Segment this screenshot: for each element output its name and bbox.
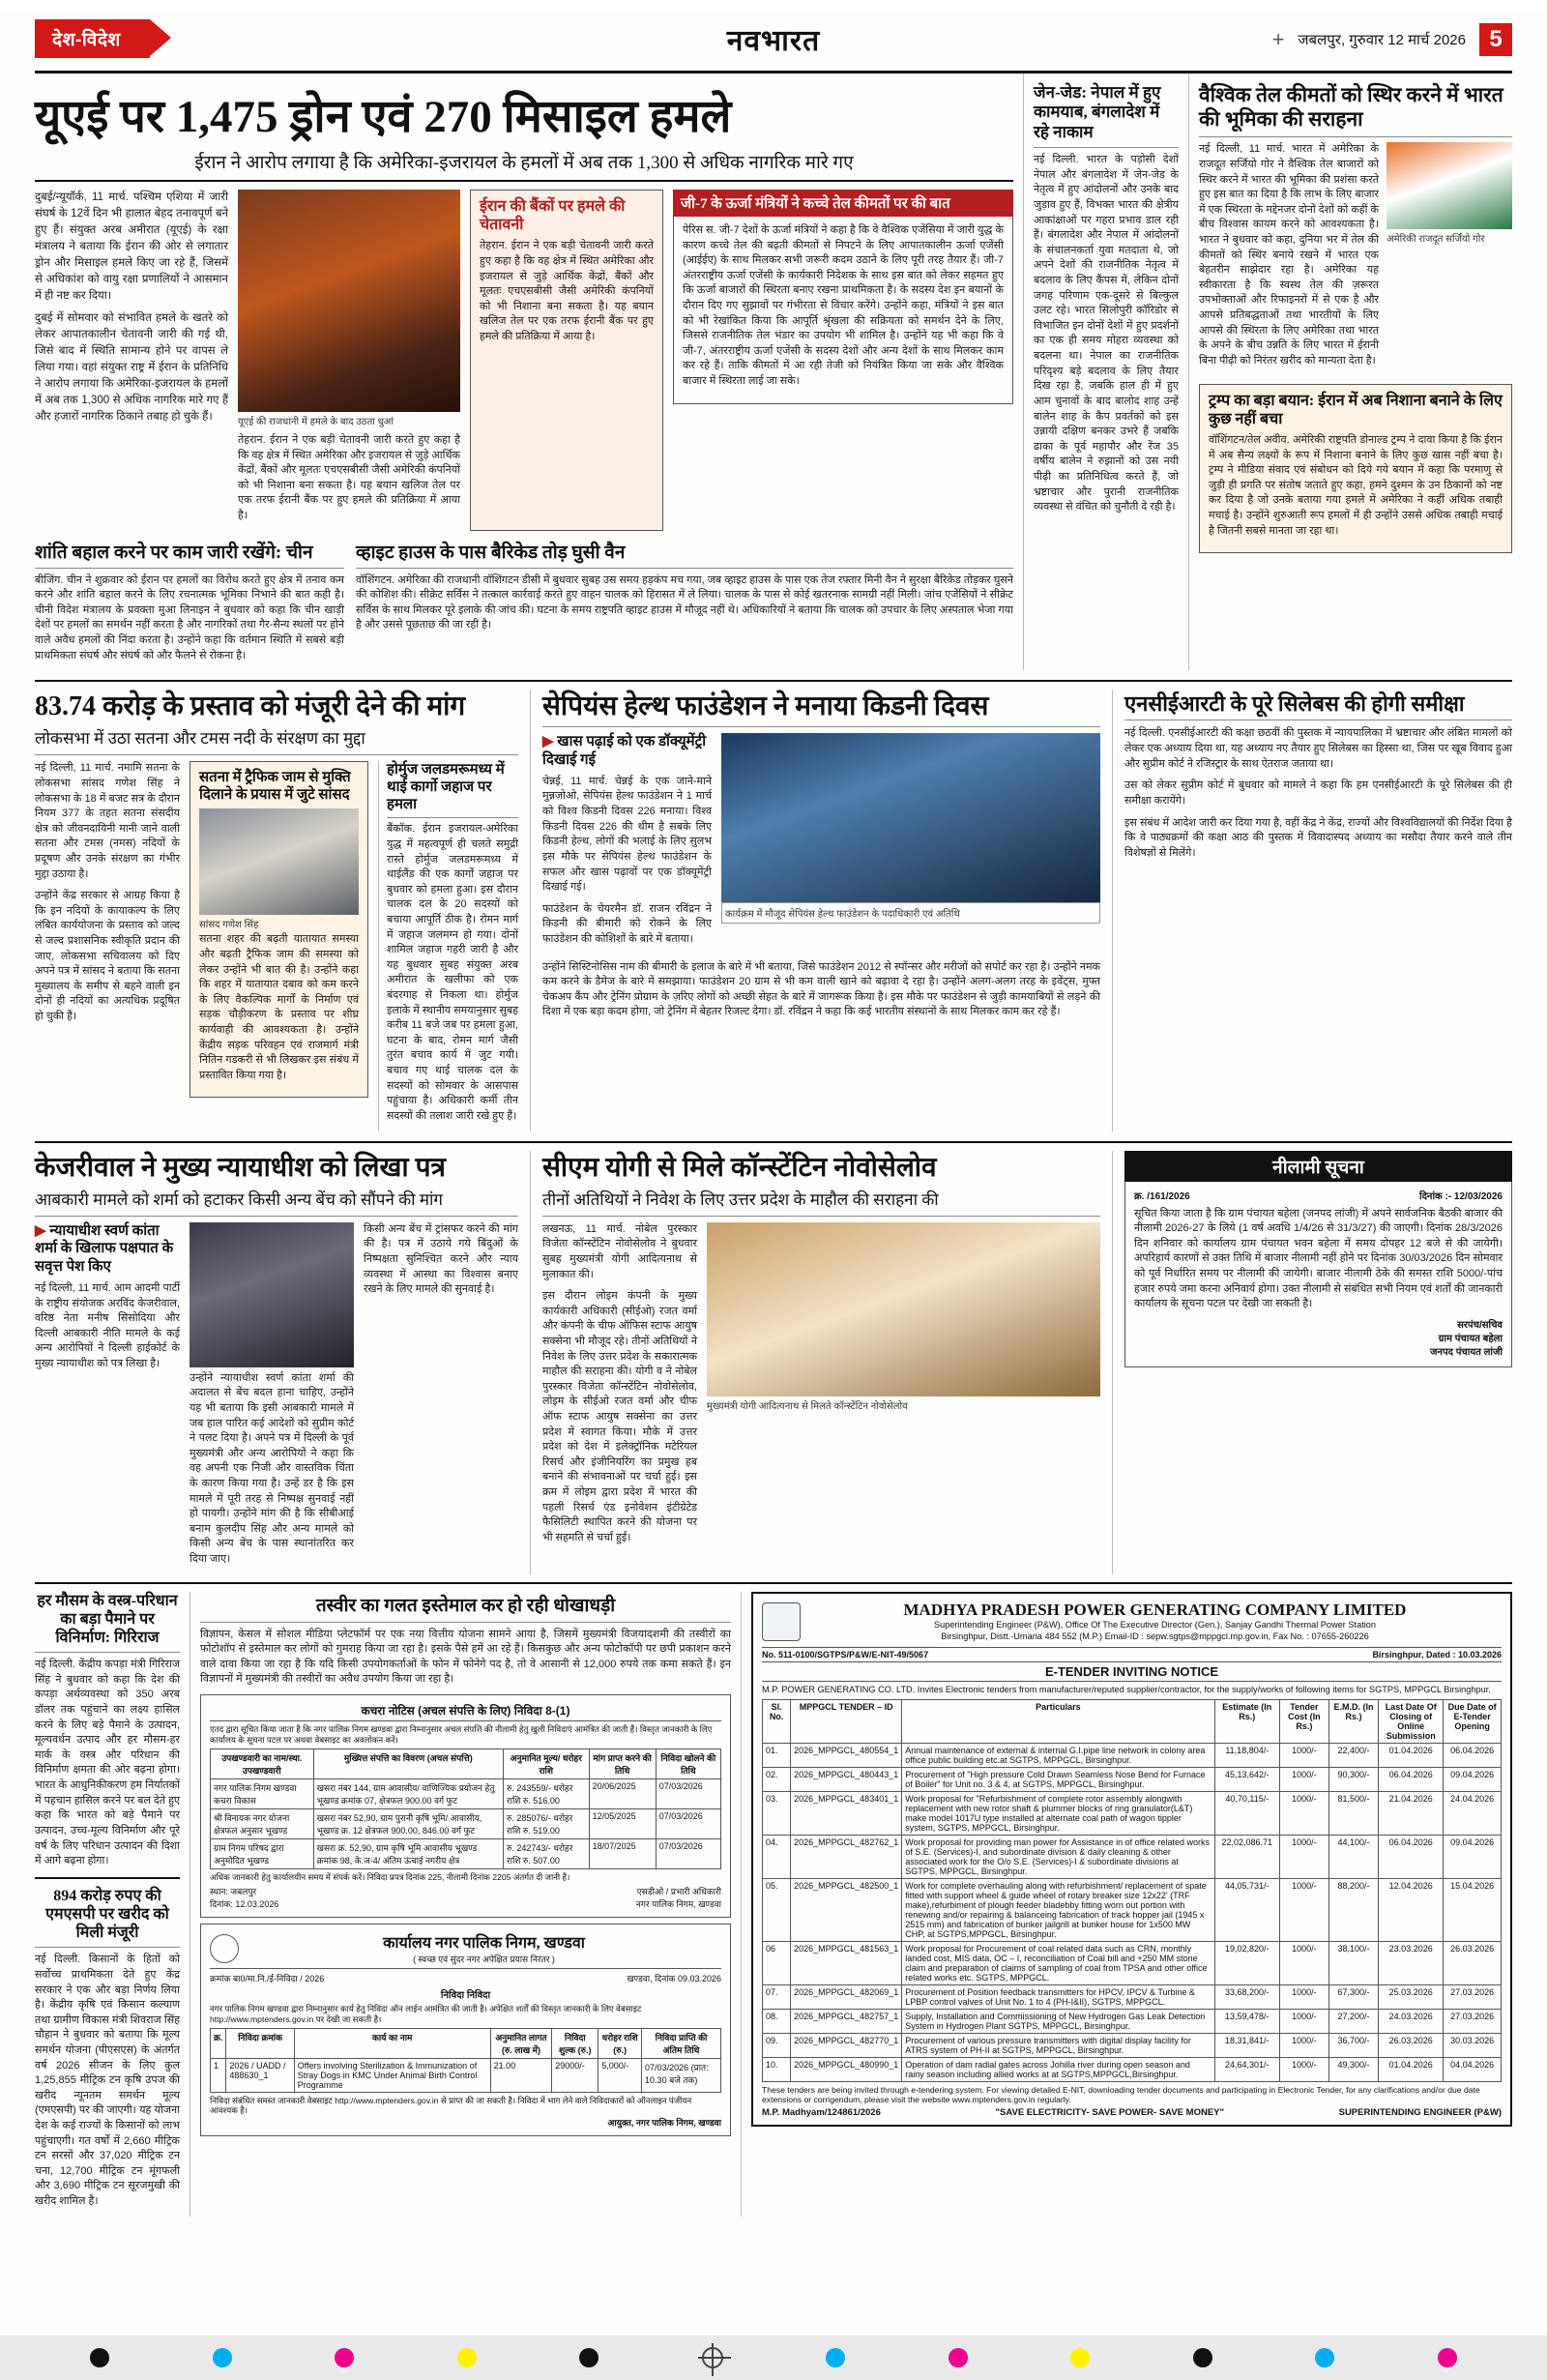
table-row (763, 2009, 1502, 2033)
np-th-4: निविदा शुल्क (रु.) (552, 2028, 598, 2058)
tender-cell-3: 22,02,086.71 (1214, 1835, 1279, 1878)
box-china (35, 541, 344, 671)
lead-photo (238, 190, 460, 412)
np-r0-c3: 21.00 (490, 2058, 552, 2092)
kachra-notice-note: एतद द्वारा सूचित किया जाता है कि नगर पालिक निगम खण्डवा द्वारा निम्नानुसार अचल संपत्ति की नीलामी हेतु खुली निविदाएं आमंत्रित की जाती हैं। विस्तृत जानकारी के लिए कार्यालय के सूचना पटल पर अथवा वेबसाइट का अवलोकन करें। (210, 1724, 713, 1745)
tender-cell-1: 2026_MPPGCL_482762_1 (791, 1835, 902, 1878)
print-registration-bar (0, 2336, 1547, 2380)
kachra-r1-c0: श्री विनायक नगर योजना क्षेत्रफल अनुसार भूखण्ड (211, 1808, 314, 1838)
tender-th-3: Estimate (In Rs.) (1214, 1699, 1279, 1743)
tender-cell-4: 1000/- (1279, 2009, 1328, 2033)
auction-notice (1112, 1151, 1512, 1574)
kachra-notice (200, 1694, 731, 1918)
notices-column (190, 1592, 731, 2217)
box-g7 (673, 190, 1013, 531)
box-g7-text: पेरिस स. जी-7 देशों के ऊर्जा मंत्रियों ने कहा है कि वे वैश्विक एजेंसिया में जारी युद्ध के कारण कच्चे तेल की बढ़ती कीमतों से निपटने के लिए आपातकालीन ऊर्जा एजेंसी (आईईए) के साथ मिलकर सभी जरूरी कदम उठाने के लिए पूरी तरह तैयार हैं। जी-7 अंतरराष्ट्रीय ऊर्जा एजेंसी के कार्यकारी निदेशक के साथ इस बात को लेकर सहमत हुए कि ऊर्जा बाजारों की स्थिरता बनाए रखना प्राथमिकता है। के सदस्य देश इन बयानों के दौरान दिए गए सुझावों पर गंभीरता से विचार करेंगे। उन्होंने कहा, मंत्रियों ने इस बात को भी रेखांकित किया कि आपूर्ति श्रृंखला की सक्रियता को समर्थन देने के लिए, जिससे राजनीतिक तेल भंडार का उपयोग भी शामिल है। उन्होंने यह भी कहा कि वे जी-7, अंतरराष्ट्रीय ऊर्जा एजेंसी के सदस्य देशों और अन्य देशों के साथ मिलकर काम कर रहे हैं। ताकि कीमतों में आ रही तेजी को नियंत्रित किया जा सके और वैश्विक बाजार में स्थिरता लाई जा सके। (683, 224, 1004, 388)
tender-cell-7: 06.04.2026 (1444, 1743, 1502, 1767)
story-83crore-p1: नई दिल्ली, 11 मार्च. नमामि सतना के लोकसभा सांसद गणेश सिंह ने लोकसभा के 18 में बजट सत्र के दौरान नियम 377 के तहत सतना संसदीय क्षेत्र को जीवनदायिनी मानी जाने वाली सतना और टमस (नमस) नदियों के प्रदूषण और उनके संरक्षण का गंभीर मुद्दा उठाया है। (35, 762, 180, 880)
tender-notice (741, 1592, 1512, 2217)
tender-cell-3: 19,02,820/- (1214, 1941, 1279, 1984)
mp-ganesh-singh-photo (199, 808, 359, 915)
tender-cell-5: 22,400/- (1328, 1743, 1378, 1767)
story-cmyogi (530, 1151, 1100, 1574)
reg-dot (90, 2348, 109, 2367)
box-oil-india-title: वैश्विक तेल कीमतों को स्थिर करने में भारत की भूमिका की सराहना (1198, 83, 1503, 132)
box-hormuz (378, 761, 518, 1131)
np-th-2: कार्य का नाम (294, 2028, 490, 2058)
table-row (211, 1778, 721, 1808)
tender-cell-2: Procurement of "High pressure Cold Drawn Seamless Nose Bend for Furnace of Boiler" for Unit no. 3 & 4, at SGTPS, MPPGCL, Birsinghpur. (902, 1767, 1214, 1791)
box-trump-text: वॉशिंगटन/तेल अवीव. अमेरिकी राष्ट्रपति डोनाल्ड ट्रम्प ने दावा किया है कि ईरान में अब सैन्य लक्ष्यों के रूप में निशाना बनाने के लिए कुछ खास नहीं बचा है। ट्रम्प ने मीडिया संवाद एवं संबोधन को दिये गये बयान में कहा कि परमाणु से जुड़ी ही प्रगति पर संतोष जताते हुए कहा, हमने दुश्मन के उन ठिकानों को नष्ट कर दिया है जो उनके बताया गया हमले में अमेरिका ने कहीं अधिक तबाही मचाई है। उन्होंने शुरुआती रूप हमलों में ही उन्होंने उससे अधिक तबाही मचाई है जितनी सबसे मानता जा रहा था। (1208, 433, 1503, 537)
box-china-text: बीजिंग. चीन ने शुक्रवार को ईरान पर हमलों का विरोध करते हुए क्षेत्र में तनाव कम करने और शांति बहाल करने के लिए रचनात्मक भूमिका निभाने की बात कही है। चीनी विदेश मंत्रालय के प्रवक्ता मुआ लिनाइन ने बुधवार को कहा कि चीन खाड़ी देशों पर हमलों का समर्थन नहीं करता है और नागरिकों तथा गैर-सैन्य स्थलों पर होने वाले अवैध हमलों की निंदा करता है। उन्होंने कहा कि वर्तमान स्थिति में सबसे बड़ी प्राथमिकता संघर्ष और संघर्ष को और फैलने से रोकना है। (35, 573, 344, 661)
kachra-th-3: मांग प्राप्त करने की तिथि (589, 1748, 656, 1778)
tender-cell-6: 01.04.2026 (1379, 1743, 1444, 1767)
kachra-place: स्थान: जबलपुर (210, 1887, 257, 1897)
tender-cell-0: 10. (763, 2057, 791, 2081)
kachra-r1-c2: रु. 285076/- धरोहर राशि रु. 519.00 (503, 1808, 589, 1838)
kachra-th-4: निविदा खोलने की तिथि (656, 1748, 720, 1778)
story-83crore-sub: लोकसभा में उठा सतना और टमस नदी के संरक्षण का मुद्दा (35, 729, 365, 749)
kachra-r0-c4: 07/03/2026 (656, 1778, 720, 1808)
np-th-0: क्र. (211, 2028, 226, 2058)
tender-cell-6: 21.04.2026 (1379, 1791, 1444, 1835)
cmyogi-photo (707, 1222, 1100, 1396)
tender-cell-6: 12.04.2026 (1379, 1878, 1444, 1941)
lead-photo-side-text: तेहरान. ईरान ने एक बड़ी चेतावनी जारी करते हुए कहा है कि वह क्षेत्र में स्थित अमेरिका और इजरायल से जुड़े आर्थिक केंद्रों, बैंकों और मूलतः एचएसबीसी जैसी अमेरिकी कंपनियों को भी निशाना बना सकता है। यह बयान खलिज तेल पर एक तरफ ईरानी बैंक पर हुए हमले की प्रतिक्रिया में आया है। (238, 434, 460, 522)
tender-cell-5: 81,500/- (1328, 1791, 1378, 1835)
masthead-right (1272, 23, 1512, 56)
tender-cell-0: 09. (763, 2033, 791, 2057)
tender-cell-4: 1000/- (1279, 1984, 1328, 2009)
kachra-r0-c3: 20/06/2025 (589, 1778, 656, 1808)
tender-cell-7: 09.04.2026 (1444, 1835, 1502, 1878)
tender-line-2: Birsinghpur, Distt.-Umaria 484 552 (M.P.) Email-ID : sepw.sgtps@mppgcl.mp.gov.in, Fax No. : 07655-260226 (941, 1631, 1369, 1641)
tender-cell-7: 09.04.2026 (1444, 1767, 1502, 1791)
tender-cell-4: 1000/- (1279, 1878, 1328, 1941)
nagar-palik-subtitle: ( स्वच्छ एवं सुंदर नगर अपेक्षित प्रयास निरंतर ) (413, 1954, 555, 1965)
kachra-th-0: उपखण्डवारी का नाम/स्था. उपखण्डवारी (211, 1748, 314, 1778)
newspaper-page (0, 14, 1547, 2380)
arrow-icon: ▶ (35, 1222, 46, 1239)
box-zenzed-title: जेन-जेड: नेपाल में हुए कामयाब, बंगलादेश में रहे नाकाम (1033, 83, 1161, 141)
story-83crore (35, 690, 518, 1131)
municipal-emblem-icon (210, 1934, 239, 1963)
tender-cell-5: 27,200/- (1328, 2009, 1378, 2033)
tender-cell-7: 27.03.2026 (1444, 2009, 1502, 2033)
lead-subhead: ईरान ने आरोप लगाया है कि अमेरिका-इजरायल के हमलों में अब तक 1,300 से अधिक नागरिक मारे गए (194, 153, 854, 173)
kachra-r1-c4: 07/03/2026 (656, 1808, 720, 1838)
tender-intro: M.P. POWER GENERATING CO. LTD. Invites Electronic tenders from manufacturer/reputed supplier/contractor, for the supply/works of following items for SGTPS, MPPGCL Birsinghpur. (762, 1684, 1491, 1694)
tender-line-3: No. 511-0100/SGTPS/P&W/E-NIT-49/5067 (762, 1649, 929, 1660)
tender-cell-2: Supply, Installation and Commissioning of New Hydrogen Gas Leak Detection System in Hydrogen Plant SGTPS, MPPGCL, Birsinghpur. (902, 2009, 1214, 2033)
story-cmyogi-p1: लखनऊ, 11 मार्च. नोबेल पुरस्कार विजेता कॉन्स्टेंटिन नोवोसेलोव ने बुधवार सुबह मुख्यमंत्री योगी आदित्यनाथ से मुलाकात की। (542, 1222, 697, 1280)
box-zenzed-text: नई दिल्ली. भारत के पड़ोसी देशों नेपाल और बंगलादेश में जेन-जेड के नेतृत्व में हुए आंदोलनों और उनके बाद जुड़ाव हुए हैं, विभक्त भारत की क्षेत्रीय आकांक्षाओं पर गहरा प्रभाव डाल रही हैं। बंगलादेश और नेपाल में आंदोलनों के संचालनकर्ता युवा मतदाता थे, जो अपने देशों की राजनीतिक नेतृत्व में बदलाव के लिए कैंपस में, लेकिन दोनों जगह परिणाम एक-दूसरे से बिल्कुल उलट रहे। भारत सिलोपुरी कॉरिडोर से विभाजित इन दोनों देशों में हुए प्रदर्शनों का एक ही समय मोहरा व्यवस्था को बदलना था। नेपाल का राजनीतिक परिदृश्य बड़े बदलाव के लिए तैयार दिख रहा है, जबकि हाल ही में हुए आम चुनावों के बाद बालोद शाह उन्हें बालेन शाह के कैप प्रवर्तकों को इस उन्नायी दक्षिण बनकर उभरे हैं जबकि ढाका के पूर्व महापौर और रेंज 35 वर्षीय बालेन ने रुझानों को उस नयी पीढ़ी का प्रतिनिधित्व करते हैं, जो भ्रष्टाचार और पुरानी राजनीतिक व्यवस्था से वंचित को चुनौती दे रही है। (1033, 154, 1179, 514)
us-ambassador-photo (1386, 142, 1512, 229)
tender-cell-3: 33,68,200/- (1214, 1984, 1279, 2009)
tender-cell-0: 04. (763, 1835, 791, 1878)
story-ncert-p3: इस संबंध में आदेश जारी कर दिया गया है, वहीं केंद्र ने केंद्र, राज्यों और विश्वविद्यालयों की निर्देश दिया है कि वे पाठ्यक्रमों की कक्षा आठ की पुस्तक में विवादास्पद अध्याय का मसौदा तैयार करने वाले तीन विशेषज्ञों से मिलेंगे। (1124, 816, 1512, 859)
nagar-palik-date: खण्डवा, दिनांक 09.03.2026 (627, 1974, 721, 1984)
tender-cell-1: 2026_MPPGCL_482500_1 (791, 1878, 902, 1941)
nagar-palik-table (210, 2028, 721, 2093)
story-cmyogi-p2: इस दौरान लोइम कंपनी के मुख्य कार्यकारी अधिकारी (सीईओ) रजत वर्मा और कंपनी के चीफ ऑफिस स्टाफ आयुष सक्सेना भी मौजूद रहे। तीनों अतिथियों ने निवेश के लिए उत्तर प्रदेश के सकारात्मक माहौल की सराहना की। योगी व ने नोबेल पुरस्कार विजेता कॉन्स्टेंटिन नोवोसेलोव, लोइम के सीईओ रजत वर्मा और चीफ ऑफ स्टाफ आयुष सक्सेना का उत्तर प्रदेश में स्वागत किया। मौके में उत्तर प्रदेश को देश में इलेक्ट्रॉनिक मटेरियल रिसर्च और इंजीनियरिंग का प्रमुख हब बनाने की संभावनाओं पर चर्चा हुई। इस क्रम में लोइम द्वारा प्रदेश में भारत की पहली रिसर्च एंड इनोवेशन इंटीग्रेटेड फैसिलिटी स्थापित करने की योजना पर भी सहमति से चर्चा हुई। (542, 1290, 697, 1543)
table-row (763, 2057, 1502, 2081)
tender-cell-5: 67,300/- (1328, 1984, 1378, 2009)
tender-cell-5: 88,200/- (1328, 1878, 1378, 1941)
tender-th-5: E.M.D. (In Rs.) (1328, 1699, 1378, 1743)
tender-line-4: Birsinghpur, Dated : 10.03.2026 (1372, 1649, 1502, 1660)
np-r0-c0: 1 (211, 2058, 226, 2092)
box-hormuz-text: बैंकॉक. ईरान इजरायल-अमेरिका युद्ध में महत्वपूर्ण ही चलते समुद्री रास्ते होर्मुज जलडमरूमध्य में थाईलैंड की एक कार्गो जहाज पर बुधवार को हमला हुआ। इस दौरान चालक दल के 20 सदस्यों को बचाया आपूर्ति ठीक है। रोमन मार्ग में जहाज जलमग्न हो गया। दोनों शामिल जहाज गहरी जारी है और यह बुधवार सुबह संयुक्त अरब अमीरात के खलीफा को एक बंदरगाह से निकला था। होर्मुज इलाके में स्थानीय समयानुसार सुबह करीब 11 बजे जब पर हमला हुआ, घटना के बाद, रोमन मार्ग जैसी तुरंत बचाव कार्य में जुट गयी। बचाव गए थाई चालक दल के सदस्यों को सोमवार के आसपास पहुंचाया है। अधिकारी कर्मी तीन सदस्यों की तलाश जारी रखे हुए हैं। (387, 823, 518, 1122)
story-ncert-p1: नई दिल्ली. एनसीईआरटी की कक्षा छठवीं की पुस्तक में न्यायपालिका में भ्रष्टाचार और लंबित मामलों को लेकर एक अध्याय दिया था, यह अध्याय नए तैयार हुए सिलेबस का हिस्सा था, जिस पर खूब विवाद हुआ और सुप्रीम कोर्ट ने रजिस्ट्रार के साथ ऐतराज जताया था। (1124, 727, 1512, 770)
kachra-r2-c1: खसरा क्र. 52,90, ग्राम कृषि भूमि आवासीय भूखण्ड क्रमांक 98, के.ज-4/ अंतिम ऊंचाई नगरीय क्षेत्र (313, 1838, 503, 1868)
tender-cell-5: 44,100/- (1328, 1835, 1378, 1878)
tender-cell-7: 27.03.2026 (1444, 1984, 1502, 2009)
kachra-sign-1: एसडीओ / प्रभारी अधिकारी (636, 1887, 721, 1897)
tender-cell-1: 2026_MPPGCL_482757_1 (791, 2009, 902, 2033)
kachra-r0-c1: खसरा नंबर 144, ग्राम आवासीय/ वाणिज्यिक प्रयोजन हेतु भूखण्ड क्रमांक 07, क्षेत्रफल 900.00 वर्ग फुट (313, 1778, 503, 1808)
nagar-palik-ref: क्रमांक बा0/मा.नि./ई-निविदा / 2026 (210, 1974, 325, 1984)
kachra-r2-c3: 18/07/2025 (589, 1838, 656, 1868)
tender-cell-6: 06.04.2026 (1379, 1767, 1444, 1791)
tender-cell-6: 26.03.2026 (1379, 2033, 1444, 2057)
story-kejriwal-p1: नई दिल्ली, 11 मार्च. आम आदमी पार्टी के राष्ट्रीय संयोजक अरविंद केजरीवाल, वरिष्ठ नेता मनीष सिसोदिया और दिल्ली आबकारी नीति मामले के कई अन्य आरोपियों ने दिल्ली हाईकोर्ट के मुख्य न्यायाधीश को पत्र लिखा है। (35, 1281, 180, 1370)
tender-cell-3: 44,05,731/- (1214, 1878, 1279, 1941)
tender-cell-0: 08. (763, 2009, 791, 2033)
story-kejriwal-kicker: ▶ न्यायाधीश स्वर्ण कांता शर्मा के खिलाफ पक्षपात के सवृत्त पेश किए (35, 1222, 174, 1276)
box-satna-traffic (190, 761, 368, 1098)
kachra-notice-footer: अधिक जानकारी हेतु कार्यालयीन समय में संपर्क करें। निविदा प्रपत्र दिनांक 225, नीलामी दिनांक 2205 अंतर्गत दी जानी है। (210, 1871, 570, 1882)
box-satna-traffic-title: सतना में ट्रैफिक जाम से मुक्ति दिलाने के प्रयास में जुटे सांसद (199, 770, 351, 804)
tender-cell-0: 01. (763, 1743, 791, 1767)
kachra-r2-c2: रु. 242743/- धरोहर राशि रु. 507.00 (503, 1838, 589, 1868)
box-oil-india-text: नई दिल्ली, 11 मार्च. भारत में अमेरिका के राजदूत सर्जियो गोर ने वैश्विक तेल बाजारों को स्थिर करने में भारत की भूमिका की प्रशंसा करते हुए इस बात का दिया है कि लाभ के लिए बाजार में एक स्थिरता के मद्देनजर दोनों देशों को कहीं के बीच विश्वास कायम करने को आवश्यकता है। भारत ने बुधवार को कहा, दुनिया भर में तेल की कीमतों को स्थिर बनाये रखने में भारत एक बेहतरीन साझेदार रहा है। अमेरिका यह स्वीकारता है कि स्वस्थ तेल की ज़रूरत उपभोक्ताओं और रिफाइनरों में से एक है और आपसे प्रतिबद्धताओं तथा भारतीयों के लिए आपसे की स्थिरता के लिए अमेरिका तथा भारत के अपने के बीच उन्नति के लिए भारत में ईरानी बिना पीढ़ी को निरंतर खरीद को मान्यता देता है। (1198, 143, 1379, 367)
tender-cell-2: Procurement of various pressure transmitters with digital display facility for ATRS system of PH-II at SGTPS, MPPGCL, Birsinghpur. (902, 2033, 1214, 2057)
tender-cell-2: Work proposal for Procurement of coal related data such as CRN, monthly landed cost, MIS data, OC – I, reconciliation of Coal bill and +250 MM stone claim and preparation of claims of sampling of coal from TPSA and other office related works etc. SGTPS, MPPGCL. (902, 1941, 1214, 1984)
reg-dot (1315, 2348, 1334, 2367)
arrow-icon: ▶ (542, 734, 554, 750)
table-row (211, 1808, 721, 1838)
auction-text: सूचित किया जाता है कि ग्राम पंचायत बहेला (जनपद लांजी) में अपने सार्वजनिक बैठकी बाजार की नीलामी 2026-27 के लिये (1 वर्ष अवधि 1/4/26 से 31/3/27) की जाएगी। दिनांक 28/3/2026 दिन शनिवार को कार्यालय ग्राम पंचायत भवन बहेला में समय दोपहर 12 बजे से की जायेगी। अपरिहार्य कारणों से उक्त तिथि में बाजार नीलामी नहीं होने पर दिनांक 30/03/2026 दिन सोमवार को पूर्व निर्धारित समय पर नीलामी की जायेगी। बाजार नीलामी ठेके की समस्त राशि 5000/-पांच हजार रुपये जमा करना अनिवार्य होगा। उक्त नीलामी से संबंधित सभी नियम एवं शर्तों की जानकारी कार्यालय के सूचना पटल पर देखी जा सकती है। (1134, 1207, 1503, 1310)
lead-text-column (35, 190, 228, 531)
lead-photo-caption: यूएई की राजधानी में हमले के बाद उठता धुआं (238, 417, 394, 427)
np-r0-c6: 07/03/2026 (प्रात: 10.30 बजे तक) (642, 2058, 721, 2092)
kachra-sign-2: नगर पालिक निगम, खण्डवा (635, 1899, 721, 1910)
kachra-r2-c4: 07/03/2026 (656, 1838, 720, 1868)
tender-th-7: Due Date of E-Tender Opening (1444, 1699, 1502, 1743)
reg-dot (949, 2348, 968, 2367)
us-ambassador-caption: अमेरिकी राजदूत सर्जियो गोर (1386, 234, 1485, 246)
tender-company: MADHYA PRADESH POWER GENERATING COMPANY LIMITED (903, 1600, 1407, 1619)
nagar-palik-footer: निविदा संबंधित समस्त जानकारी वेबसाइट http://www.mptenders.gov.in से प्राप्त की जा सकती है। निविदा में भाग लेने वाले निविदाकारों को ऑनलाइन पंजीयन आवश्यक है। (210, 2095, 692, 2116)
nagar-palik-note: नगर पालिक निगम खण्डवा द्वारा निम्नानुसार कार्य हेतु निविदा ऑन लाईन आमंत्रित की जाती है। अपेक्षित शर्तों की विस्तृत जानकारी के लिए वेबसाइट http://www.mptenders.gov.in पर देखी जा सकती है। (210, 2004, 642, 2025)
paper-name: नवभारत (726, 25, 821, 57)
kachra-th-2: अनुमानित मूल्य/ धरोहर राशि (503, 1748, 589, 1778)
tender-cell-2: Work for complete overhauling along with refurbishment/ replacement of spate fitted with support wheel & guide wheel of rotary breaker size 12x22' (TRF make),refurbiment of plough feeder bladebby fitting worn out portion with renewing and/or repairing & balanceing fabrication of track hopper jail (1945 x 2515 mm) and fabrication of bunker jailgrill at bunker house for 1x500 MW CHP, at SGTPS,MPPGCL, Birsinghpur. (902, 1878, 1214, 1941)
tender-sign: SUPERINTENDING ENGINEER (P&W) (1338, 2106, 1502, 2118)
tender-cell-3: 24,64,301/- (1214, 2057, 1279, 2081)
tender-cell-0: 02. (763, 1767, 791, 1791)
kachra-r1-c1: खसरा नंबर 52,90, ग्राम पुरानी कृषि भूमि/ आवासीय, भूखण्ड क्र. 12 क्षेत्रफल 900.00, 846.00 वर्ग फुट (313, 1808, 503, 1838)
tender-cell-7: 26.03.2026 (1444, 1941, 1502, 1984)
tender-table (762, 1699, 1502, 2082)
tender-cell-3: 18,31,841/- (1214, 2033, 1279, 2057)
tender-cell-1: 2026_MPPGCL_480990_1 (791, 2057, 902, 2081)
box-trump-title: ट्रम्प का बड़ा बयान: ईरान में अब निशाना बनाने के लिए कुछ नहीं बचा (1208, 392, 1503, 427)
reg-dot (335, 2348, 354, 2367)
table-row (763, 1984, 1502, 2009)
tender-cell-7: 24.04.2026 (1444, 1791, 1502, 1835)
auction-ref: क्र. /161/2026 (1134, 1190, 1190, 1202)
tender-cell-6: 23.03.2026 (1379, 1941, 1444, 1984)
nagar-palik-sign: आयुक्त, नगर पालिक निगम, खण्डवा (607, 2118, 721, 2129)
section-flag: देश-विदेश (35, 19, 150, 58)
box-trump (1199, 384, 1512, 554)
table-row (763, 2033, 1502, 2057)
tender-cell-2: Annual maintenance of external & internal G.I.pipe line network in colony area office public building etc.at SGTPS, MPPGCL, Birsinghpur. (902, 1743, 1214, 1767)
box-oil-india (1188, 73, 1512, 670)
reg-dot (213, 2348, 232, 2367)
np-th-3: अनुमानित लागत (रु. लाख में) (490, 2028, 552, 2058)
left-bottom-column (35, 1592, 180, 2217)
story-894-headline: 894 करोड़ रुपए की एमएसपी पर खरीद को मिली मंजूरी (45, 1887, 169, 1942)
tender-cell-0: 05. (763, 1878, 791, 1941)
tender-cell-4: 1000/- (1279, 2033, 1328, 2057)
table-row (763, 1941, 1502, 1984)
tender-slogan: "SAVE ELECTRICITY- SAVE POWER- SAVE MONEY" (995, 2106, 1224, 2118)
np-th-5: धरोहर राशि (रु.) (598, 2028, 642, 2058)
np-r0-c2: Offers involving Sterilization & Immunization of Stray Dogs in KMC Under Animal Birth Control Programme (294, 2058, 490, 2092)
story-kidney-p1: चेन्नई, 11 मार्च. चेन्नई के एक जाने-माने मुन्नजोओ, सेपियंस हेल्थ फाउंडेशन ने 1 मार्च को विश्व किडनी दिवस 226 मनाया। विश्व किडनी दिवस 226 की थीम है सबके लिए किडनी हेल्थ, लोगों की भलाई के लिए सुलभ इस मौके पर सेपियंस हेल्थ फाउंडेशन के सफल और खास पढ़ावों पर एक डॉक्यूमेंट्री दिखाई गई। (542, 775, 712, 894)
story-ncert-p2: उस को लेकर सुप्रीम कोर्ट में बुधवार को मामले ने कहा कि हम एनसीईआरटी के पूरे सिलेबस की ही समीक्षा करायेंगे। (1124, 779, 1512, 807)
table-row (763, 1835, 1502, 1878)
story-kidney-p2: फाउंडेशन के चेयरमैन डॉ. राजन रविंद्रन ने किडनी की बीमारी को रोकने के लिए फाउंडेशन की कोशिशों के बारे में बताया। (542, 902, 712, 945)
reg-dot (826, 2348, 845, 2367)
story-83crore-headline: 83.74 करोड़ के प्रस्ताव को मंजूरी देने की मांग (35, 691, 466, 722)
tender-cell-3: 45,13,642/- (1214, 1767, 1279, 1791)
tender-cell-3: 40,70,115/- (1214, 1791, 1279, 1835)
box-zenzed (1034, 73, 1179, 670)
tender-th-4: Tender Cost (In Rs.) (1279, 1699, 1328, 1743)
kachra-notice-title: कचरा नोटिस (अचल संपत्ति के लिए) निविदा 8-(1) (210, 1702, 721, 1721)
story-kidney-kicker: ▶ खास पढ़ाई को एक डॉक्यूमेंट्री दिखाई गई (542, 734, 707, 769)
np-r0-c4: 29000/- (552, 2058, 598, 2092)
tender-cell-1: 2026_MPPGCL_481563_1 (791, 1941, 902, 1984)
story-weather-p1: नई दिल्ली. केंद्रीय कपड़ा मंत्री गिरिराज सिंह ने बुधवार को कहा कि देश की कपड़ा अर्थव्यवस्था को 350 अरब डॉलर तक पहुंचाने का लक्ष्य हासिल करने के लिए बड़े पैमाने के उत्पादन, मूल्यवर्धन उत्पाद और हर मौसम-हर मार्क के वस्त्र और परिधान की विनिर्माण क्षमता की ओर बढ़ना होगा। भारत के आधुनिकीकरण हम निर्यातकों में पहचान हासिल करने पर बल देते हुए कहा कि भारत को बड़े पैमाने पर उत्पादन, उच्च-मूल्य विनिर्माण और पूरे वर्ष के लिए परिधान उत्पादन की दिशा में आगे बढ़ना होगा। (35, 1659, 181, 1867)
box-hormuz-title: होर्मुज जलडमरूमध्य में थाई कार्गो जहाज पर हमला (387, 762, 505, 813)
tender-footer-2: M.P. Madhyam/124861/2026 (762, 2106, 881, 2118)
page-number: 5 (1479, 23, 1512, 56)
story-kejriwal (35, 1151, 518, 1574)
lead-para-2: दुबई में सोमवार को संभावित हमले के खतरे को लेकर आपातकालीन चेतावनी जारी की गई थी, जिसे बाद में स्थिति सामान्य होने पर वापस ले लिया गया। वहां संयुक्त राष्ट्र में ईरान के प्रतिनिधि ने आरोप लगाया कि अमेरिका-इजरायल के हमलों में अब तक 1,300 से अधिक नागरिक मारे गए हैं और हजारों नागरिक ठिकाने तबाह हो चुके हैं। (35, 311, 228, 423)
nagar-palik-notice (200, 1924, 731, 2136)
edition-date: जबलपुर, गुरुवार 12 मार्च 2026 (1298, 32, 1466, 48)
reg-dot (1070, 2348, 1090, 2367)
table-row (211, 2058, 721, 2092)
kachra-notice-table (210, 1748, 721, 1869)
table-row (763, 1878, 1502, 1941)
box-whitehouse-text: वॉशिंगटन. अमेरिका की राजधानी वॉशिंगटन डीसी में बुधवार सुबह उस समय हड़कंप मच गया, जब व्हाइट हाउस के पास एक तेज रफ्तार मिनी वैन ने सुरक्षा बैरिकेड तोड़कर घुसने की कोशिश की। सीक्रेट सर्विस ने तत्काल कार्रवाई करते हुए वाहन चालक को हिरासत में ले लिया। चालक के पास से कोई खतरनाक सामग्री नहीं मिली। जांच एजेंसियों ने सीक्रेट सर्विस के साथ मिलकर पूरे इलाके की जांच की। घटना के समय राष्ट्रपति व्हाइट हाउस में मौजूद नहीं थे। अधिकारियों ने बताया कि चालक को उपचार के लिए अस्पताल भेजा गया है और उससे पूछताछ की जा रही है। (356, 573, 1013, 632)
tender-notice-title: E-TENDER INVITING NOTICE (762, 1661, 1502, 1682)
lead-headline: यूएई पर 1,475 ड्रोन एवं 270 मिसाइल हमले (35, 92, 732, 142)
tender-th-0: Sl. No. (763, 1699, 791, 1743)
tender-cell-5: 38,100/- (1328, 1941, 1378, 1984)
auction-sign-3: जनपद पंचायत लांजी (1429, 1346, 1503, 1358)
np-r0-c1: 2026 / UADD / 488630_1 (226, 2058, 294, 2092)
tender-cell-1: 2026_MPPGCL_480554_1 (791, 1743, 902, 1767)
tender-cell-1: 2026_MPPGCL_483401_1 (791, 1791, 902, 1835)
kachra-th-1: मुख्यित्त संपत्ति का विवरण (अचल संपत्ति) (313, 1748, 503, 1778)
kejriwal-photo (190, 1222, 354, 1367)
tender-cell-3: 11,18,804/- (1214, 1743, 1279, 1767)
auction-title: नीलामी सूचना (1124, 1151, 1512, 1182)
kachra-r0-c0: नगर पालिक निगम खण्डवा कचरा विकास (211, 1778, 314, 1808)
box-whitehouse-title: व्हाइट हाउस के पास बैरिकेड तोड़ घुसी वैन (356, 542, 626, 563)
tender-cell-2: Procurement of Position feedback transmitters for HPCV, IPCV & Turbine & LPBP control valves of Unit No. 1 to 4 (PH-I&II), SGTPS, MPPGCL. (902, 1984, 1214, 2009)
story-ncert-headline: एनसीईआरटी के पूरे सिलेबस की होगी समीक्षा (1124, 691, 1465, 717)
auction-sign-2: ग्राम पंचायत बहेला (1438, 1333, 1503, 1344)
plus-icon: + (1271, 27, 1285, 51)
story-fraud-headline: तस्वीर का गलत इस्तेमाल कर हो रही धोखाधड़ी (315, 1595, 616, 1616)
tender-cell-4: 1000/- (1279, 1767, 1328, 1791)
auction-sign-1: सरपंच/सचिव (1457, 1319, 1503, 1331)
story-cmyogi-headline: सीएम योगी से मिले कॉन्स्टेंटिन नोवोसेलोव (542, 1152, 937, 1183)
tender-cell-3: 13,59,478/- (1214, 2009, 1279, 2033)
tender-line-1: Superintending Engineer (P&W), Office Of The Executive Director (Gen.), Sanjay Gandhi Thermal Power Station (933, 1619, 1377, 1630)
cmyogi-photo-caption: मुख्यमंत्री योगी आदित्यनाथ से मिलते कॉन्स्टेंटिन नोवोसेलोव (707, 1400, 908, 1412)
kachra-date: दिनांक: 12.03.2026 (210, 1899, 279, 1910)
kidney-photo-caption: कार्यक्रम में मौजूद सेपियंस हेल्थ फाउंडेशन के पदाधिकारी एवं अतिथि (721, 902, 1100, 924)
story-kidney-p3: उन्होंने सिस्टिनोसिस नाम की बीमारी के इलाज के बारे में भी बताया, जिसे फाउंडेशन 2012 से स्पॉन्सर और मरीजों को सपोर्ट कर रहा है। उन्होंने नमक कम करने के डैमेज के बारे में समझाया। फाउंडेशन 20 ग्राम से भी कम वाली खाने को बढ़ावा दे रहा है। उन्होंने अलग-अलग तरह के इवेंट्स, मुफ्त चेकअप कैंप और ट्रेनिंग प्रोग्राम के ज़रिए लोगों को अच्छी सेहत के बारे में जागरूक किया है। इस मौके पर फाउंडेशन से जुड़ी कामयाबियों से लड़ने की दिशा में एक बड़ा कदम होगा, जो ट्रेनिंग में बेहतर रिजल्ट देगा। डॉ. रविंद्रन ने कहा कि कई भारतीय संस्थानों के साथ मिलकर काम कर रहे हैं। (542, 960, 1100, 1018)
nagar-palik-label: निविदा निविदा (440, 1990, 491, 2002)
tender-cell-2: Work proposal for providing man power for Assistance in of office related works of S.E. (Services)-I, and subordinate division & daily cleaning & other associated work for the O/o S.E. (Services)-I & subordinate divisions at SGTPS, MPPGCL, Birsinghpur. (902, 1835, 1214, 1878)
kachra-r0-c2: रु. 243559/- धरोहर राशि रु. 516.00 (503, 1778, 589, 1808)
tender-cell-2: Work proposal for "Refurbishment of complete rotor assembly alongwith replacement with new rotor shaft & plummer blocks of ring granulator(L&T) make model 1017U type installed at alternate coal path of wagon tippler system, SGTPS, MPPGCL, Birsinghpur. (902, 1791, 1214, 1835)
tender-th-6: Last Date Of Closing of Online Submission (1379, 1699, 1444, 1743)
reg-dot (1438, 2348, 1457, 2367)
story-kidney-headline: सेपियंस हेल्थ फाउंडेशन ने मनाया किडनी दिवस (542, 691, 989, 722)
np-th-1: निविदा क्रमांक (226, 2028, 294, 2058)
box-satna-traffic-text: सतना शहर की बढ़ती यातायात समस्या और बढ़ती ट्रैफिक जाम की समस्या को लेकर उन्होंने भी बात की है। उन्होंने कहा कि शहर में यातायात दबाव को कम करने के लिए वैकल्पिक मार्गों के निर्माण एवं सड़क चौड़ीकरण के प्रस्ताव पर शीघ्र कार्यवाही की आवश्यकता है। उन्होंने केंद्रीय सड़क परिवहन एवं राजमार्ग मंत्री नितिन गडकरी से भी लिखकर इस संबंध में प्रस्तावित किया गया है। (199, 933, 359, 1081)
tender-cell-5: 90,300/- (1328, 1767, 1378, 1791)
mp-photo-caption: सांसद गणेश सिंह (199, 920, 259, 931)
masthead (35, 14, 1512, 73)
tender-cell-4: 1000/- (1279, 1941, 1328, 1984)
tender-cell-4: 1000/- (1279, 1743, 1328, 1767)
tender-cell-4: 1000/- (1279, 2057, 1328, 2081)
tender-th-2: Particulars (902, 1699, 1214, 1743)
tender-cell-6: 01.04.2026 (1379, 2057, 1444, 2081)
tender-cell-6: 06.04.2026 (1379, 1835, 1444, 1878)
reg-dot (579, 2348, 598, 2367)
table-row (763, 1743, 1502, 1767)
box-china-title: शांति बहाल करने पर काम जारी रखेंगे: चीन (35, 542, 313, 563)
tender-cell-5: 36,700/- (1328, 2033, 1378, 2057)
tender-cell-4: 1000/- (1279, 1835, 1328, 1878)
tender-th-1: MPPGCL TENDER – ID (791, 1699, 902, 1743)
tender-cell-1: 2026_MPPGCL_482069_1 (791, 1984, 902, 2009)
kidney-event-photo (721, 733, 1100, 902)
story-weather-headline: हर मौसम के वस्त्र-परिधान का बड़ा पैमाने पर विनिर्माण: गिरिराज (37, 1592, 178, 1647)
tender-cell-5: 49,300/- (1328, 2057, 1378, 2081)
tender-cell-0: 06 (763, 1941, 791, 1984)
np-th-6: निविदा प्राप्ति की अंतिम तिथि (642, 2028, 721, 2058)
tender-cell-7: 15.04.2026 (1444, 1878, 1502, 1941)
tender-cell-7: 30.03.2026 (1444, 2033, 1502, 2057)
table-row (763, 1791, 1502, 1835)
reg-dot (457, 2348, 477, 2367)
registration-mark-icon (702, 2347, 723, 2368)
box-iran-bank-text: तेहरान. ईरान ने एक बड़ी चेतावनी जारी करते हुए कहा है कि वह क्षेत्र में स्थित अमेरिका और इजरायल से जुड़े आर्थिक केंद्रों, बैंकों और मूलतः एचएसबीसी जैसी अमेरिकी कंपनियों को भी निशाना बना सकता है। यह बयान खलिज तेल पर एक तरफ ईरानी बैंक पर हुए हमले की प्रतिक्रिया में आया है। (480, 240, 654, 343)
story-ncert (1112, 690, 1512, 1131)
reg-dot (1193, 2348, 1212, 2367)
table-row (763, 1767, 1502, 1791)
box-iran-bank-title: ईरान की बैंकों पर हमले की चेतावनी (480, 198, 626, 234)
story-cmyogi-sub: तीनों अतिथियों ने निवेश के लिए उत्तर प्रदेश के माहौल की सराहना की (542, 1190, 939, 1209)
lead-photo-wrap (238, 190, 460, 531)
tender-cell-6: 25.03.2026 (1379, 1984, 1444, 2009)
tender-cell-2: Operation of dam radial gates across Johilla river during open season and rainy season including allied works at at SGTPS,MPPGCL,Birsinghpur. (902, 2057, 1214, 2081)
kachra-r2-c0: ग्राम निगम परिषद द्वारा अनुमोदित भूखण्ड (211, 1838, 314, 1868)
story-kejriwal-p3: किसी अन्य बेंच में ट्रांसफर करने की मांग की है। पत्र में उठाये गये बिंदुओं के निष्पक्षता सुनिश्चित करने और न्याय व्यवस्था में आस्था का विश्वास बनाए रखने के लिए मामले की सुनवाई है। (364, 1222, 518, 1296)
tender-footer-1: These tenders are being invited through e-tendering system. For viewing detailed E-NIT, downloading tender documents and participating in Electronic Tender, for any clarifications and/or due date extensions or corrigendum, please visit the website www.mptenders.gov.in regularly. (762, 2084, 1480, 2105)
auction-date: दिनांक :- 12/03/2026 (1419, 1190, 1503, 1202)
tender-cell-1: 2026_MPPGCL_482770_1 (791, 2033, 902, 2057)
lead-para-1: दुबई/न्यूयॉर्क, 11 मार्च. पश्चिम एशिया में जारी संघर्ष के 12वें दिन भी हालात बेहद तनावपूर्ण बने हुए हैं। संयुक्त अरब अमीरात (यूएई) के रक्षा मंत्रालय ने बताया कि ईरान की ओर से लगातार ड्रोन और मिसाइल हमले किए जा रहे हैं, जिसमें से अधिकांश को वायु रक्षा प्रणालियों ने आसमान में ही नष्ट कर दिया। (35, 191, 228, 302)
story-kejriwal-sub: आबकारी मामले को शर्मा को हटाकर किसी अन्य बेंच को सौंपने की मांग (35, 1190, 443, 1209)
tender-cell-1: 2026_MPPGCL_480443_1 (791, 1767, 902, 1791)
tender-cell-7: 04.04.2026 (1444, 2057, 1502, 2081)
tender-cell-4: 1000/- (1279, 1791, 1328, 1835)
tender-cell-0: 03. (763, 1791, 791, 1835)
kachra-r1-c3: 12/05/2025 (589, 1808, 656, 1838)
mppgcl-logo-icon (762, 1602, 801, 1641)
table-row (211, 1838, 721, 1868)
box-iran-bank (470, 190, 663, 531)
story-83crore-p2: उन्होंने केंद्र सरकार से आग्रह किया है कि इन नदियों के कायाकल्प के लिए लंबित कार्ययोजना के प्रस्ताव को जल्द से जल्द प्रशासनिक स्वीकृति प्रदान की जाए, लोकसभा सचिवालय को दिए अपने पत्र में सांसद ने बताया कि सतना मुख्यालय के समीप से बहने वाली इन दोनों ही नदियों का अत्यधिक प्रदूषित हो चुकी हैं। (35, 890, 180, 1023)
box-whitehouse (356, 541, 1013, 671)
story-894-p1: नई दिल्ली. किसानों के हितों को सर्वोच्च प्राथमिकता देते हुए केंद्र सरकार ने एक और बड़ा निर्णय लिया है। केंद्रीय कृषि एवं किसान कल्याण तथा ग्रामीण विकास मंत्री शिवराज सिंह चौहान ने बुधवार को बताया कि मूल्य समर्थन योजना (पीएसएस) के अंतर्गत वर्ष 2026 सीजन के लिए कुल 1,25,855 मीट्रिक टन कृषि उपज की खरीद न्यूनतम समर्थन मूल्य (एमएसपी) पर की जाएगी। यह योजना देश के कई राज्यों के किसानों को लाभ पहुंचाएगी। गत वर्षों में 2,660 मीट्रिक टन सरसों और 37,020 मीट्रिक टन चना, 12,700 मीट्रिक टन मूंगफली और 3,690 मीट्रिक टन सूरजमुखी की खरीद शामिल है। (35, 1954, 180, 2208)
story-fraud-text: विज्ञापन, केसल में सोशल मीडिया प्लेटफॉर्म पर एक नया वित्तीय योजना सामने आया है, जिसमें मुख्यमंत्री विजयादशमी की तस्वीरों का फोटोशॉप से इस्तेमाल कर लोगों को गुमराह किया जा रहा है। इसके पैसे हमें आ रहे हैं। किसकुछ और अन्य फोटोकॉपी पर छपी प्रकाशन करने वाले दावा किया जा रहा है कि यदि किसी उपयोगकर्ताओं के फोन में फोनेगे पद है, तो वे आसानी से 12,000 रुपये तक कमा सकते हैं। इन विज्ञापनों में मुख्यमंत्री की तस्वीरों का अवैध उपयोग किया जा रहा है। (200, 1628, 731, 1686)
np-r0-c5: 5,000/- (598, 2058, 642, 2092)
box-g7-banner: जी-7 के ऊर्जा मंत्रियों ने कच्चे तेल कीमतों पर की बात (673, 190, 1013, 217)
nagar-palik-title: कार्यालय नगर पालिक निगम, खण्डवा (383, 1935, 585, 1953)
tender-cell-6: 24.03.2026 (1379, 2009, 1444, 2033)
story-kejriwal-headline: केजरीवाल ने मुख्य न्यायाधीश को लिखा पत्र (35, 1152, 446, 1183)
story-kejriwal-p2: उन्होंने न्यायाधीश स्वर्ण कांता शर्मा की अदालत से बेंच बदल हाना चाहिए, उन्होंने यह भी बताया कि इसी आबकारी मामले में जब हाल पारित कई आदेशों को सुप्रीम कोर्ट ने पलट दिया है। अपने पत्र में दिल्ली के पूर्व मुख्यमंत्री और अन्य आरोपियों ने कहा कि वह अपनी एक निजी और वास्तविक चिंता के कारण किया गया है। उन्हें डर है कि इस मामले में पूरी तरह से निष्पक्ष सुनवाई नहीं हो पायगी। उन्होंने मांग की है कि सीबीआई बनाम कुलदीप सिंह और अन्य मामले को किसी अन्य बेंच के पास स्थानांतरित कर दिया जाए। (190, 1371, 354, 1566)
tender-cell-0: 07. (763, 1984, 791, 2009)
story-kidney (530, 690, 1100, 1131)
